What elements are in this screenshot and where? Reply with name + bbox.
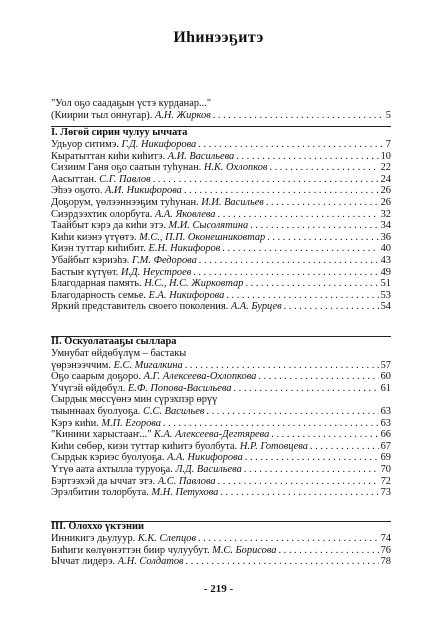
toc-entry xyxy=(51,151,391,163)
entry-page: 26 xyxy=(380,185,391,197)
entry-author: Е.Ф. Попова-Васильева xyxy=(127,382,232,394)
entry-page: 74 xyxy=(380,533,391,544)
entry-text: (Киирии тыл оннугар). А.Н. Жирков xyxy=(51,109,211,121)
entry-author: Е.С. Мигалкина xyxy=(113,359,183,371)
toc-entry xyxy=(51,232,391,244)
entry-title: Ыччат лидерэ. xyxy=(51,556,116,568)
toc-entry xyxy=(51,110,391,122)
toc-entry xyxy=(51,383,391,395)
entry-title: Умнубат өйдөбүлүм – бастакы xyxy=(51,348,187,359)
entry-page: 10 xyxy=(380,150,391,162)
dot-leader xyxy=(206,406,378,418)
entry-author: А.С. Павлова xyxy=(157,475,216,487)
entry-author: А.И. Никифорова xyxy=(104,185,182,197)
page-number: - 219 - xyxy=(203,583,234,595)
entry-text xyxy=(51,476,216,488)
toc-entry xyxy=(51,174,391,186)
entry-author: Н.С., Н.С. Жирковтар xyxy=(144,278,244,290)
dot-leader xyxy=(198,139,384,151)
entry-title: Благодарная память. xyxy=(51,278,142,290)
dot-leader xyxy=(218,209,379,221)
entry-text xyxy=(51,243,220,255)
entry-title: Эһээ оҕото. xyxy=(51,185,103,197)
intro-block xyxy=(51,98,391,121)
entry-title: Киэн туттар киһибит. xyxy=(51,243,146,255)
entry-title: Сырдык мөссүөнэ мин сүрэхпэр өрүү xyxy=(51,394,218,406)
toc-entry xyxy=(51,139,391,151)
toc-entry xyxy=(51,464,391,476)
entry-author: А.И. Васильева xyxy=(167,150,235,162)
toc-entry xyxy=(51,452,391,464)
entry-text xyxy=(51,487,218,499)
entry-page: 54 xyxy=(380,301,391,313)
entry-text xyxy=(51,383,231,395)
entry-title: Кыратыттан киһи киһитэ. xyxy=(51,150,166,162)
entry-author: И.И. Васильев xyxy=(201,196,264,208)
entry-title: Үчүгэй өйдөбүл. xyxy=(51,382,126,394)
dot-leader xyxy=(244,464,379,476)
entry-title: Удьуор ситимэ. xyxy=(51,139,119,150)
entry-author: К.К. Слепцов xyxy=(137,533,197,544)
dot-leader xyxy=(226,290,378,302)
toc-entry xyxy=(51,185,391,197)
page-title: Иһинээҕитэ xyxy=(173,29,264,46)
entry-title: Үтүө аата ахтылла туруоҕа. xyxy=(51,463,173,475)
entry-text xyxy=(51,441,308,453)
dot-leader xyxy=(278,545,378,557)
entry-text xyxy=(51,278,243,290)
entry-page: 49 xyxy=(380,266,391,278)
entry-page: 34 xyxy=(380,220,391,232)
entry-page: 70 xyxy=(380,463,391,475)
toc-entry xyxy=(51,476,391,488)
dot-leader xyxy=(199,255,379,267)
dot-leader xyxy=(184,185,379,197)
entry-text xyxy=(51,290,224,302)
entry-title: Яркий представитель своего поколения. xyxy=(51,301,229,313)
entry-text xyxy=(51,267,191,279)
toc-entry xyxy=(51,348,391,360)
entry-text xyxy=(51,174,151,186)
intro-quote: "Уол оҕо саадаҕын үстэ курданар..." xyxy=(51,98,212,109)
entry-title: Аасыттан. xyxy=(51,173,97,185)
section-heading: I. Лөгөй сирин чулуу ыччата xyxy=(51,127,188,138)
entry-text xyxy=(51,371,256,383)
dot-leader xyxy=(218,476,379,488)
toc-entry xyxy=(51,290,391,302)
dot-leader xyxy=(163,418,379,430)
entry-page: 40 xyxy=(380,243,391,255)
toc-entry xyxy=(51,545,391,557)
entry-title: Бэртээхэй да ыччат этэ. xyxy=(51,475,156,487)
toc-entry xyxy=(51,360,391,372)
entry-text xyxy=(51,185,182,197)
entry-text xyxy=(51,556,184,568)
entry-text xyxy=(51,406,204,418)
entry-page: 5 xyxy=(385,109,391,121)
entry-text xyxy=(51,197,264,209)
entry-title: тыыннаах буолуоҕа. xyxy=(51,405,141,417)
entry-text xyxy=(51,464,242,476)
toc-entry xyxy=(51,533,391,545)
entry-page: 63 xyxy=(380,405,391,417)
entry-author: М.С. Борисова xyxy=(212,544,277,556)
entry-page: 51 xyxy=(380,278,391,290)
entry-author: А.Н. Солдатов xyxy=(117,556,184,568)
section-2 xyxy=(51,336,391,499)
dot-leader xyxy=(213,110,384,122)
entry-author: Н.Р. Готовцева xyxy=(239,440,308,452)
dot-leader xyxy=(310,441,379,453)
entry-text xyxy=(51,162,267,174)
entry-author: Г.Д. Никифорова xyxy=(121,139,197,150)
entry-title: Киһи киэнэ үтүөтэ. xyxy=(51,231,137,243)
toc-entry xyxy=(51,278,391,290)
entry-title: Благодарность семье. xyxy=(51,289,146,301)
dot-leader xyxy=(220,487,378,499)
toc-entry xyxy=(51,556,391,568)
toc-entry xyxy=(51,429,391,441)
dot-leader xyxy=(267,232,378,244)
entry-author: Г.М. Федорова xyxy=(132,254,197,266)
entry-text xyxy=(51,360,183,372)
entry-title: Эрэлбитин толорбута. xyxy=(51,487,149,499)
toc-entry xyxy=(51,418,391,430)
entry-page: 24 xyxy=(380,173,391,185)
entry-author: К.А. Алексеева-Дегтярева xyxy=(154,429,270,441)
entry-page: 57 xyxy=(380,359,391,371)
dot-leader xyxy=(185,360,379,372)
entry-text xyxy=(51,232,265,244)
entry-author: А.А. Бурцев xyxy=(230,301,282,313)
dot-leader xyxy=(236,151,378,163)
entry-page: 73 xyxy=(380,487,391,499)
entry-page: 61 xyxy=(380,382,391,394)
entry-text xyxy=(51,151,234,163)
entry-title: Инникигэ дьулуур. xyxy=(51,533,136,544)
toc-entry xyxy=(51,255,391,267)
entry-page: 53 xyxy=(380,289,391,301)
entry-author: А.Г. Алексеева-Охлопкова xyxy=(143,371,257,383)
entry-text xyxy=(51,209,216,221)
dot-leader xyxy=(153,174,379,186)
entry-page: 76 xyxy=(380,544,391,556)
entry-text xyxy=(51,139,196,151)
entry-page: 69 xyxy=(380,452,391,464)
entry-author: С.Г. Павлов xyxy=(99,173,151,185)
toc-entry xyxy=(51,394,391,406)
entry-title: Бастыҥ күтүөт. xyxy=(51,266,119,278)
entry-author: С.С. Васильев xyxy=(143,405,205,417)
entry-title: Убайбыт кэриэһэ. xyxy=(51,254,130,266)
entry-title: Доҕорум, үөлээннээҕим туһунан. xyxy=(51,196,199,208)
entry-author: Е.Н. Никифоров xyxy=(148,243,221,255)
dot-leader xyxy=(233,383,378,395)
dot-leader xyxy=(271,429,378,441)
entry-page: 32 xyxy=(380,208,391,220)
entry-author: Л.Д. Васильева xyxy=(175,463,242,475)
entry-author: А.А. Яковлева xyxy=(154,208,216,220)
entry-author: А.А. Никифорова xyxy=(167,452,243,464)
entry-title: Сиэрдээхтик олорбута. xyxy=(51,208,153,220)
entry-text xyxy=(51,301,282,313)
dot-leader xyxy=(258,371,378,383)
entry-title: Киһи сөбөр, киэн туттар киһитэ буолбута. xyxy=(51,440,238,452)
entry-page: 72 xyxy=(380,475,391,487)
dot-leader xyxy=(269,162,378,174)
toc-entry xyxy=(51,197,391,209)
toc-entry xyxy=(51,220,391,232)
toc-entry xyxy=(51,162,391,174)
entry-page: 63 xyxy=(380,417,391,429)
entry-author: М.Н. Петухова xyxy=(151,487,219,499)
dot-leader xyxy=(222,243,378,255)
entry-title: Биһиги көлүөнэттэн биир чулуубут. xyxy=(51,544,210,556)
entry-text xyxy=(51,348,186,360)
dot-leader xyxy=(250,220,378,232)
entry-title: "Кинини харыстааҥ..." xyxy=(51,429,152,441)
entry-page: 66 xyxy=(380,429,391,441)
entry-title: үөрэнээччим. xyxy=(51,359,111,371)
entry-author: М.П. Егорова xyxy=(101,417,161,429)
toc-entry xyxy=(51,441,391,453)
entry-author: М.И. Сысолятина xyxy=(168,220,249,232)
entry-text xyxy=(51,545,276,557)
entry-text xyxy=(51,394,217,406)
dot-leader xyxy=(198,533,379,545)
entry-page: 60 xyxy=(380,371,391,383)
toc-entry xyxy=(51,243,391,255)
entry-page: 43 xyxy=(380,254,391,266)
entry-text xyxy=(51,533,196,545)
section-heading: III. Олоххо үктэнии xyxy=(51,521,144,532)
entry-title: Таайбыт кэрэ да киһи этэ. xyxy=(51,220,166,232)
dot-leader xyxy=(266,197,379,209)
toc-entry xyxy=(51,267,391,279)
dot-leader xyxy=(193,267,378,279)
toc-entry xyxy=(51,406,391,418)
entry-title: Кэрэ киһи. xyxy=(51,417,99,429)
section-1 xyxy=(51,127,391,313)
dot-leader xyxy=(284,301,379,313)
toc-entry xyxy=(51,301,391,313)
toc-entry xyxy=(51,209,391,221)
entry-title: Сизиим Ганя оҕо саатын туһунан. xyxy=(51,162,202,174)
entry-text xyxy=(51,255,197,267)
entry-text xyxy=(51,418,161,430)
entry-page: 26 xyxy=(380,196,391,208)
entry-text xyxy=(51,452,243,464)
entry-text xyxy=(51,429,269,441)
entry-author: Н.К. Охлопков xyxy=(203,162,268,174)
dot-leader xyxy=(245,452,379,464)
entry-author: И.Д. Неустроев xyxy=(120,266,192,278)
entry-page: 36 xyxy=(380,231,391,243)
entry-page: 67 xyxy=(380,440,391,452)
entry-text xyxy=(51,220,248,232)
entry-page: 7 xyxy=(385,139,391,150)
entry-author: Е.А. Никифорова xyxy=(148,289,225,301)
entry-page: 22 xyxy=(380,162,391,174)
section-3 xyxy=(51,521,391,568)
toc-entry xyxy=(51,487,391,499)
entry-title: Сырдык кэриэс буолуоҕа. xyxy=(51,452,165,464)
dot-leader xyxy=(186,556,379,568)
toc-entry xyxy=(51,371,391,383)
entry-author: М.С., П.П. Оконешниковтар xyxy=(139,231,266,243)
entry-title: Оҕо саарым доҕоро. xyxy=(51,371,141,383)
entry-page: 78 xyxy=(380,556,391,568)
dot-leader xyxy=(245,278,378,290)
section-heading: II. Оскуолатааҕы сыллара xyxy=(51,336,177,347)
